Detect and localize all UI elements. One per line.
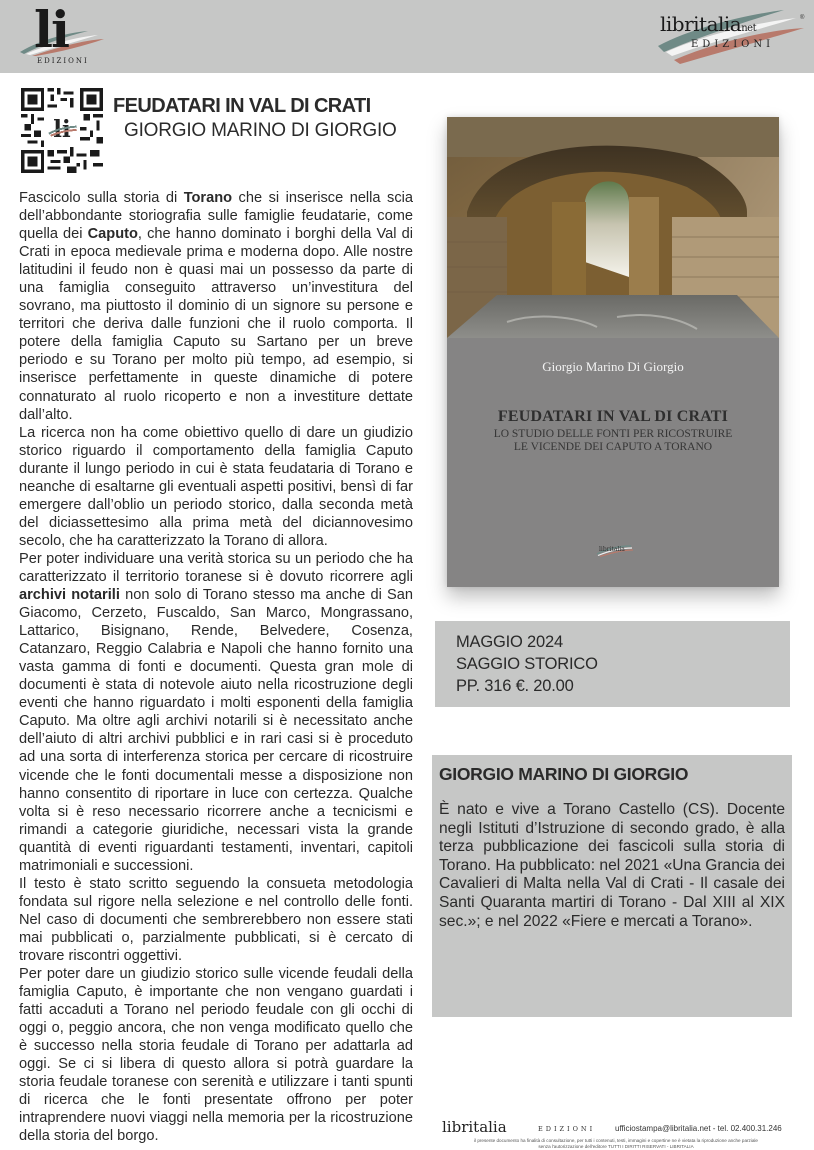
publisher-logo-icon (595, 543, 633, 557)
svg-text:li: li (53, 117, 71, 144)
author-bio-box (432, 755, 792, 1017)
bio-title: GIORGIO MARINO DI GIORGIO (439, 764, 689, 784)
logo-name: libritalianet (660, 12, 757, 36)
registered-mark: ® (800, 15, 805, 21)
description-paragraph: Per poter individuare una verità storica su un periodo che ha caratterizzato il territorio toranese si è dovuto ricorrere agli archivi notarili non solo di Torano stesso ma anche di San Giacomo, Cerzeto, Fuscaldo, San Marco, Mongrassano, Lattarico, Bisignano, Rende, Belvedere, Cosenza, Catanzaro, Reggio Calabria e Napoli che hanno fornito una vasta gamma di fonti e documenti. Questa gran mole di documenti è stata di notevole aiuto nella ricostruzione degli eventi che hanno riguardato i molti esponenti della famiglia Caputo. Ma oltre agli archivi notarili si è necessitato anche dell’aiuto di altri archivi pubblici e in rari casi si è proceduto ad una sorta di interferenza storica per cercare di ricostruire vicende che le fonti documentali messe a disposizione non hanno consentito di riportare in luce con certezza. Qualche volta si è reso necessario ricorrere anche a tecnicismi e rimandi a categorie giuridiche, necessari vista la grande quantità di eventi riguardanti testamenti, inventari, capitoli matrimoniali e successioni. (19, 550, 413, 874)
cover-title: FEUDATARI IN VAL DI CRATI (497, 408, 729, 425)
libritalia-logo (656, 8, 806, 64)
pages-and-price: PP. 316 €. 20.00 (456, 677, 574, 695)
footer-disclaimer: il presente documento ha finalità di consultazione, per tutti i contenuti, testi, immagini e copertine ne è vietata la riproduzione anche parziale (474, 1138, 758, 1143)
bio-text: È nato e vive a Torano Castello (CS). Docente negli Istituti d’Istruzione di secondo grado, è alla terza pubblicazione dei fascicoli sulla storia di Torano. Ha pubblicato: nel 2021 «Una Grancia dei Cavalieri di Malta nella Val di Crati - Il casale dei Santi Quaranta martiri di Torano - Dal XIII al XIX sec.»; e nel 2022 «Fiere e mercati a Torano». (439, 801, 785, 930)
description-paragraph: Fascicolo sulla storia di Torano che si inserisce nella scia dell’abbondante storiografia sulle famiglie feudatarie, come quella dei Caputo, che hanno dominato i borghi della Val di Crati in epoca medievale prima e moderna dopo. Alle nostre latitudini il feudo non è quasi mai un possesso da parte di una famiglia conseguito attraverso un’investitura del sovrano, ma piuttosto il dominio di un signore su persone e territori che deriva dalle funzioni che il ruolo comporta. Il potere della famiglia Caputo su Sartano per un breve periodo e su Torano per molto più tempo, ad esempio, si inserisce perfettamente in queste dinamiche di potere connaturato al ruolo ricoperto e non a investiture dettate dall’alto. (19, 190, 413, 423)
cover-photo-stone-archway (447, 117, 779, 338)
book-cover (447, 117, 779, 587)
footer-brand: libritalia (442, 1118, 507, 1136)
page-header (0, 0, 814, 73)
book-author: GIORGIO MARINO DI GIORGIO (124, 120, 397, 141)
svg-text:libritalia: libritalia (599, 546, 625, 553)
footer-contact[interactable]: ufficiostampa@libritalia.net - tel. 02.400.31.246 (615, 1124, 782, 1133)
qr-code-icon[interactable] (21, 88, 103, 173)
book-description (19, 189, 413, 1145)
cover-subtitle: LO STUDIO DELLE FONTI PER RICOSTRUIRE LE VICENDE DEI CAPUTO A TORANO (493, 428, 733, 453)
logo-letters: li (34, 0, 68, 59)
cover-text-area (447, 338, 779, 587)
description-paragraph: Il testo è stato scritto seguendo la consueta metodologia fondata sul rigore nella selezione e nel controllo delle fonti. Nel caso di documenti che sembrerebbero non essere stati mai pubblicati o, parzialmente pubblicati, si è cercato di trovare riscontri oggettivi. (19, 875, 413, 964)
footer-brand-sub: EDIZIONI (538, 1125, 596, 1133)
description-paragraph: La ricerca non ha come obiettivo quello di dare un giudizio storico riguardo il comportamento della famiglia Caputo durante il lungo periodo in cui è stata feudataria di Torano e neanche di esaltarne gli eventuali aspetti positivi, bensì di far emergere dall’oblio un periodo storico, dalla seconda metà del diciassettesimo alla prima metà del diciannovesimo secolo, che ha caratterizzato la Torano di allora. (19, 424, 413, 549)
cover-author: Giorgio Marino Di Giorgio (542, 359, 684, 374)
publication-genre: SAGGIO STORICO (456, 655, 598, 673)
logo-subtitle: EDIZIONI (37, 57, 89, 65)
logo-subtitle: EDIZIONI (691, 39, 775, 50)
book-title: FEUDATARI IN VAL DI CRATI (113, 95, 371, 117)
li-edizioni-logo (18, 0, 108, 68)
publication-date: MAGGIO 2024 (456, 633, 563, 651)
footer-disclaimer: senza l'autorizzazione dell'editore TUTTI I DIRITTI RISERVATI - LIBRITALIA (538, 1144, 694, 1149)
publication-info-box (435, 621, 790, 707)
description-paragraph: Per poter dare un giudizio storico sulle vicende feudali della famiglia Caputo, è importante che non vengano guardati i fatti accaduti a Torano nel periodo feudale con gli occhi di oggi o, peggio ancora, che non venga modificato quello che è successo nella storia feudale di Torano per adattarla ad oggi. Se ci si libera di questo allora si potrà guardare la storia feudale toranese con serenità e utilizzare i tanti spunti di ricerca che le fonti presentate offrono per poter intraprendere nuovi viaggi nella memoria per la ricostruzione della storia del borgo. (19, 966, 413, 1145)
